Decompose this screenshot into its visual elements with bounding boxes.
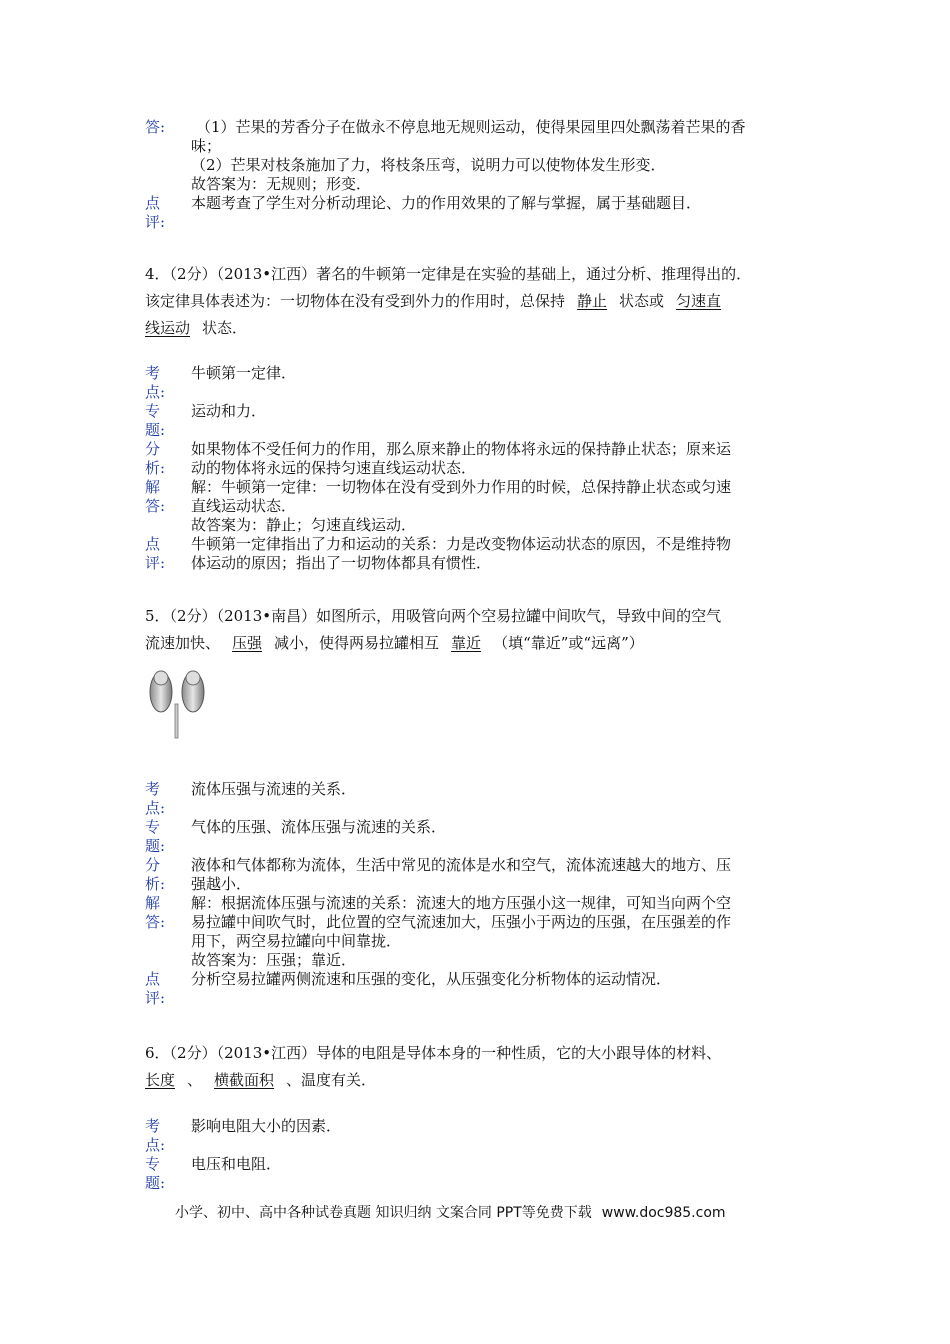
answer-line: 故答案为：无规则；形变． <box>191 175 372 193</box>
label: 分 <box>145 440 161 458</box>
label: 考 <box>145 1117 161 1135</box>
question-text <box>145 1041 815 1066</box>
question-text <box>145 1068 815 1093</box>
analysis-text: 液体和气体都称为流体，生活中常见的流体是水和空气，流体流速越大的地方、压 <box>191 856 732 874</box>
label: 题: <box>145 421 166 439</box>
analysis-text: 强越小． <box>191 875 252 893</box>
label: 答: <box>145 497 166 515</box>
solution-text: 解：牛顿第一定律：一切物体在没有受到外力作用的时候，总保持静止状态或匀速 <box>191 478 732 496</box>
question-fragment: 、温度有关． <box>286 1071 377 1089</box>
answer-line: （2）芒果对枝条施加了力，将枝条压弯，说明力可以使物体发生形变． <box>191 156 666 174</box>
solution-text: 故答案为：压强；靠近． <box>191 951 357 969</box>
solution-text: 易拉罐中间吹气时，此位置的空气流速加大，压强小于两边的压强，在压强差的作 <box>191 913 732 931</box>
label: 考 <box>145 364 161 382</box>
question-fragment: 、 <box>187 1071 203 1089</box>
answer-blank: 长度 <box>145 1071 176 1089</box>
answer-blank: 匀速直 <box>676 292 722 310</box>
question-text <box>145 316 815 341</box>
question-text <box>145 631 815 656</box>
solution-text: 用下，两空易拉罐向中间靠拢． <box>191 932 402 950</box>
straw-icon <box>175 704 178 738</box>
can-right-icon <box>182 671 204 712</box>
answer-line: 味； <box>191 137 222 155</box>
label: 解 <box>145 478 161 496</box>
label-comment: 评: <box>145 213 166 231</box>
footer-text: 小学、初中、高中各种试卷真题 知识归纳 文案合同 PPT等免费下载 <box>175 1205 592 1221</box>
page-footer <box>175 1202 726 1222</box>
analysis-text: 动的物体将永远的保持匀速直线运动状态． <box>191 459 477 477</box>
question-text: 5．（2分）（2013•南昌）如图所示，用吸管向两个空易拉罐中间吹气，导致中间的空气 <box>145 607 722 625</box>
question-fragment: 流速加快、 <box>145 634 221 652</box>
question-fragment: 6．（2分）（2013•江西）导体的电阻是导体本身的一种性质，它的大小跟导体的材料、 <box>145 1044 722 1062</box>
label: 点: <box>145 799 166 817</box>
label: 专 <box>145 402 161 420</box>
topic-text: 气体的压强、流体压强与流速的关系． <box>191 818 447 836</box>
topic-text: 运动和力． <box>191 402 267 420</box>
comment-text: 分析空易拉罐两侧流速和压强的变化，从压强变化分析物体的运动情况． <box>191 970 672 988</box>
label-answer: 答: <box>145 118 166 136</box>
answer-blank: 压强 <box>232 634 263 652</box>
label: 解 <box>145 894 161 912</box>
answer-blank: 静止 <box>577 292 608 310</box>
solution-text: 故答案为：静止；匀速直线运动． <box>191 516 417 534</box>
question-fragment: 状态． <box>202 319 248 337</box>
label: 点: <box>145 383 166 401</box>
label: 评: <box>145 989 166 1007</box>
question-fragment: 减小，使得两易拉罐相互 <box>274 634 440 652</box>
comment-text: 牛顿第一定律指出了力和运动的关系：力是改变物体运动状态的原因，不是维持物 <box>191 535 732 553</box>
topic-text: 电压和电阻． <box>191 1155 282 1173</box>
label: 点: <box>145 1136 166 1154</box>
label: 考 <box>145 780 161 798</box>
label: 评: <box>145 554 166 572</box>
question-text: 4．（2分）（2013•江西）著名的牛顿第一定律是在实验的基础上，通过分析、推理得出的． <box>145 265 752 283</box>
analysis-text: 如果物体不受任何力的作用，那么原来静止的物体将永远的保持静止状态；原来运 <box>191 440 732 458</box>
label: 析: <box>145 459 166 477</box>
solution-text: 解：根据流体压强与流速的关系：流速大的地方压强小这一规律，可知当向两个空 <box>191 894 732 912</box>
comment-text: 体运动的原因；指出了一切物体都具有惯性． <box>191 554 492 572</box>
q5-analysis <box>0 780 950 1008</box>
can-left-icon <box>150 671 172 712</box>
point-text: 流体压强与流速的关系． <box>191 780 357 798</box>
label: 答: <box>145 913 166 931</box>
q3-answer-block <box>0 118 950 232</box>
point-text: 牛顿第一定律． <box>191 364 297 382</box>
cans-illustration <box>143 666 215 742</box>
q4-analysis <box>0 364 950 573</box>
label: 专 <box>145 818 161 836</box>
comment-text: 本题考查了学生对分析动理论、力的作用效果的了解与掌握，属于基础题目． <box>191 194 702 212</box>
answer-blank: 横截面积 <box>214 1071 275 1089</box>
answer-blank: 靠近 <box>451 634 482 652</box>
answer-line: （1）芒果的芳香分子在做永不停息地无规则运动，使得果园里四处飘荡着芒果的香 <box>196 118 746 136</box>
label-comment: 点 <box>145 194 161 212</box>
label: 题: <box>145 1174 166 1192</box>
answer-blank: 线运动 <box>145 319 191 337</box>
question-fragment: （填“靠近”或“远离”） <box>493 634 644 652</box>
question-fragment: 状态或 <box>619 292 665 310</box>
question-text <box>145 289 815 314</box>
point-text: 影响电阻大小的因素． <box>191 1117 342 1135</box>
label: 题: <box>145 837 166 855</box>
question-fragment: 该定律具体表述为：一切物体在没有受到外力的作用时，总保持 <box>145 292 566 310</box>
solution-text: 直线运动状态． <box>191 497 297 515</box>
answer-blank <box>721 1044 741 1062</box>
footer-url: www.doc985.com <box>601 1205 726 1221</box>
label: 分 <box>145 856 161 874</box>
q6-analysis <box>0 1117 950 1193</box>
label: 析: <box>145 875 166 893</box>
label: 专 <box>145 1155 161 1173</box>
label: 点 <box>145 970 161 988</box>
label: 点 <box>145 535 161 553</box>
